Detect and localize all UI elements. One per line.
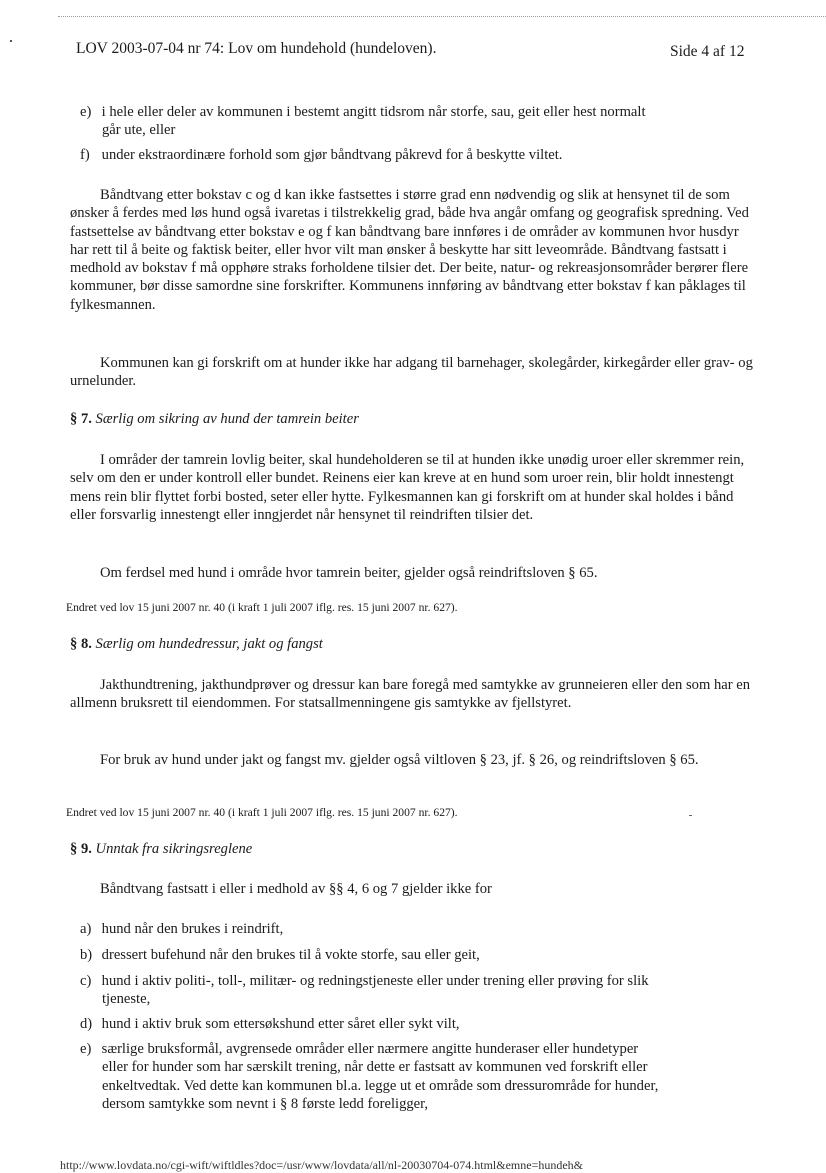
section-title: Unntak fra sikringsreglene <box>95 841 253 857</box>
paragraph: For bruk av hund under jakt og fangst mv. gjelder også viltloven § 23, jf. § 26, og reindriftsloven § 65. <box>100 752 699 768</box>
list-item <box>80 920 740 938</box>
list-item-text-cont: eller for hunder som har særskilt trening, når dette er fastsatt av kommunen ved forskrift eller <box>102 1059 648 1076</box>
list-item <box>80 946 740 964</box>
list-item-text: hund når den brukes i reindrift, <box>101 921 284 937</box>
section-heading <box>70 636 323 653</box>
section-title: Særlig om sikring av hund der tamrein beiter <box>95 411 359 427</box>
list-item <box>80 972 740 1009</box>
paragraph: Om ferdsel med hund i område hvor tamrein beiter, gjelder også reindriftsloven § 65. <box>100 565 598 581</box>
section-heading <box>70 411 359 428</box>
list-item-text: i hele eller deler av kommunen i bestemt angitt tidsrom når storfe, sau, geit eller hest normalt <box>101 104 646 120</box>
list-item-label: d) <box>80 1016 93 1032</box>
section-number: § 8. <box>70 636 92 652</box>
list-item <box>80 103 740 140</box>
paragraph: Båndtvang fastsatt i eller i medhold av §§ 4, 6 og 7 gjelder ikke for <box>100 881 492 897</box>
list-item-text: under ekstraordinære forhold som gjør båndtvang påkrevd for å beskytte viltet. <box>101 147 563 163</box>
section-number: § 9. <box>70 841 92 857</box>
list-item <box>80 146 740 164</box>
top-dotted-rule <box>58 16 826 17</box>
list-item-label: e) <box>80 104 92 120</box>
scan-speck <box>689 815 692 816</box>
list-item-label: b) <box>80 947 93 963</box>
document-header-title: LOV 2003-07-04 nr 74: Lov om hundehold (hundeloven). <box>76 40 437 57</box>
list-item-text: særlige bruksformål, avgrensede områder eller nærmere angitte hunderaser eller hundetyper <box>101 1041 639 1057</box>
list-item-text: hund i aktiv politi-, toll-, militær- og redningstjeneste eller under trening eller prøving for slik <box>101 973 649 989</box>
amendment-note: Endret ved lov 15 juni 2007 nr. 40 (i kraft 1 juli 2007 iflg. res. 15 juni 2007 nr. 627). <box>66 806 458 819</box>
list-item-label: c) <box>80 973 92 989</box>
page-number: Side 4 af 12 <box>670 43 745 60</box>
amendment-note: Endret ved lov 15 juni 2007 nr. 40 (i kraft 1 juli 2007 iflg. res. 15 juni 2007 nr. 627). <box>66 601 458 614</box>
paragraph: Kommunen kan gi forskrift om at hunder ikke har adgang til barnehager, skolegårder, kirkegårder eller grav- og urnelunder. <box>70 355 753 390</box>
scan-speck <box>10 40 12 42</box>
list-item-text-cont: går ute, eller <box>102 122 176 139</box>
footer-url: http://www.lovdata.no/cgi-wift/wiftldles?doc=/usr/www/lovdata/all/nl-20030704-074.html&emne=hundeh& <box>60 1158 584 1172</box>
list-item-label: a) <box>80 921 92 937</box>
paragraph: Båndtvang etter bokstav c og d kan ikke fastsettes i større grad enn nødvendig og slik at hensynet til de som ønsker å ferdes med løs hund også ivaretas i tilstrekkelig grad, både hva angår omfang og geografisk spredning. Ved fastsettelse av båndtvang etter bokstav e og f kan båndtvang bare innføres i de områder av kommunen hvor husdyr har rett til å beite og faktisk beiter, eller hvor vilt man ønsker å beskytte har sitt leveområde. Båndtvang fastsatt i medhold av bokstav f må opphøre straks forholdene tilsier det. Der beite, natur- og rekreasjonsområder berører flere kommuner, bør disse samordne sine forskrifter. Kommunens innføring av båndtvang etter bokstav f kan påklages til fylkesmannen. <box>70 187 749 313</box>
list-item <box>80 1015 740 1033</box>
list-item-text-cont: dersom samtykke som nevnt i § 8 første ledd foreligger, <box>102 1095 429 1112</box>
paragraph: Jakthundtrening, jakthundprøver og dressur kan bare foregå med samtykke av grunneieren eller den som har en allmenn bruksrett til eiendommen. For statsallmenningene gis samtykke av fjellstyret. <box>70 677 751 712</box>
section-heading <box>70 841 252 858</box>
list-item-text-cont: enkeltvedtak. Ved dette kan kommunen bl.a. legge ut et område som dressurområde for hunder, <box>102 1077 659 1094</box>
section-number: § 7. <box>70 411 92 427</box>
list-item <box>80 1040 740 1113</box>
section-title: Særlig om hundedressur, jakt og fangst <box>95 636 323 652</box>
list-item-text-cont: tjeneste, <box>102 991 151 1008</box>
list-item-text: hund i aktiv bruk som ettersøkshund etter såret eller sykt vilt, <box>101 1016 460 1032</box>
list-item-label: f) <box>80 147 90 163</box>
list-item-label: e) <box>80 1041 92 1057</box>
paragraph: I områder der tamrein lovlig beiter, skal hundeholderen se til at hunden ikke unødig uroer eller skremmer rein, selv om den er under kontroll eller bundet. Reinens eier kan kreve at en hund som uroer rein, blir holdt innestengt mens rein blir flyttet forbi bosted, seter eller hytte. Fylkesmannen kan gi forskrift om at hunder skal holdes i bånd eller forsvarlig innestengt eller inngjerdet når hensynet til reindriften tilsier det. <box>70 452 745 523</box>
list-item-text: dressert bufehund når den brukes til å vokte storfe, sau eller geit, <box>101 947 480 963</box>
